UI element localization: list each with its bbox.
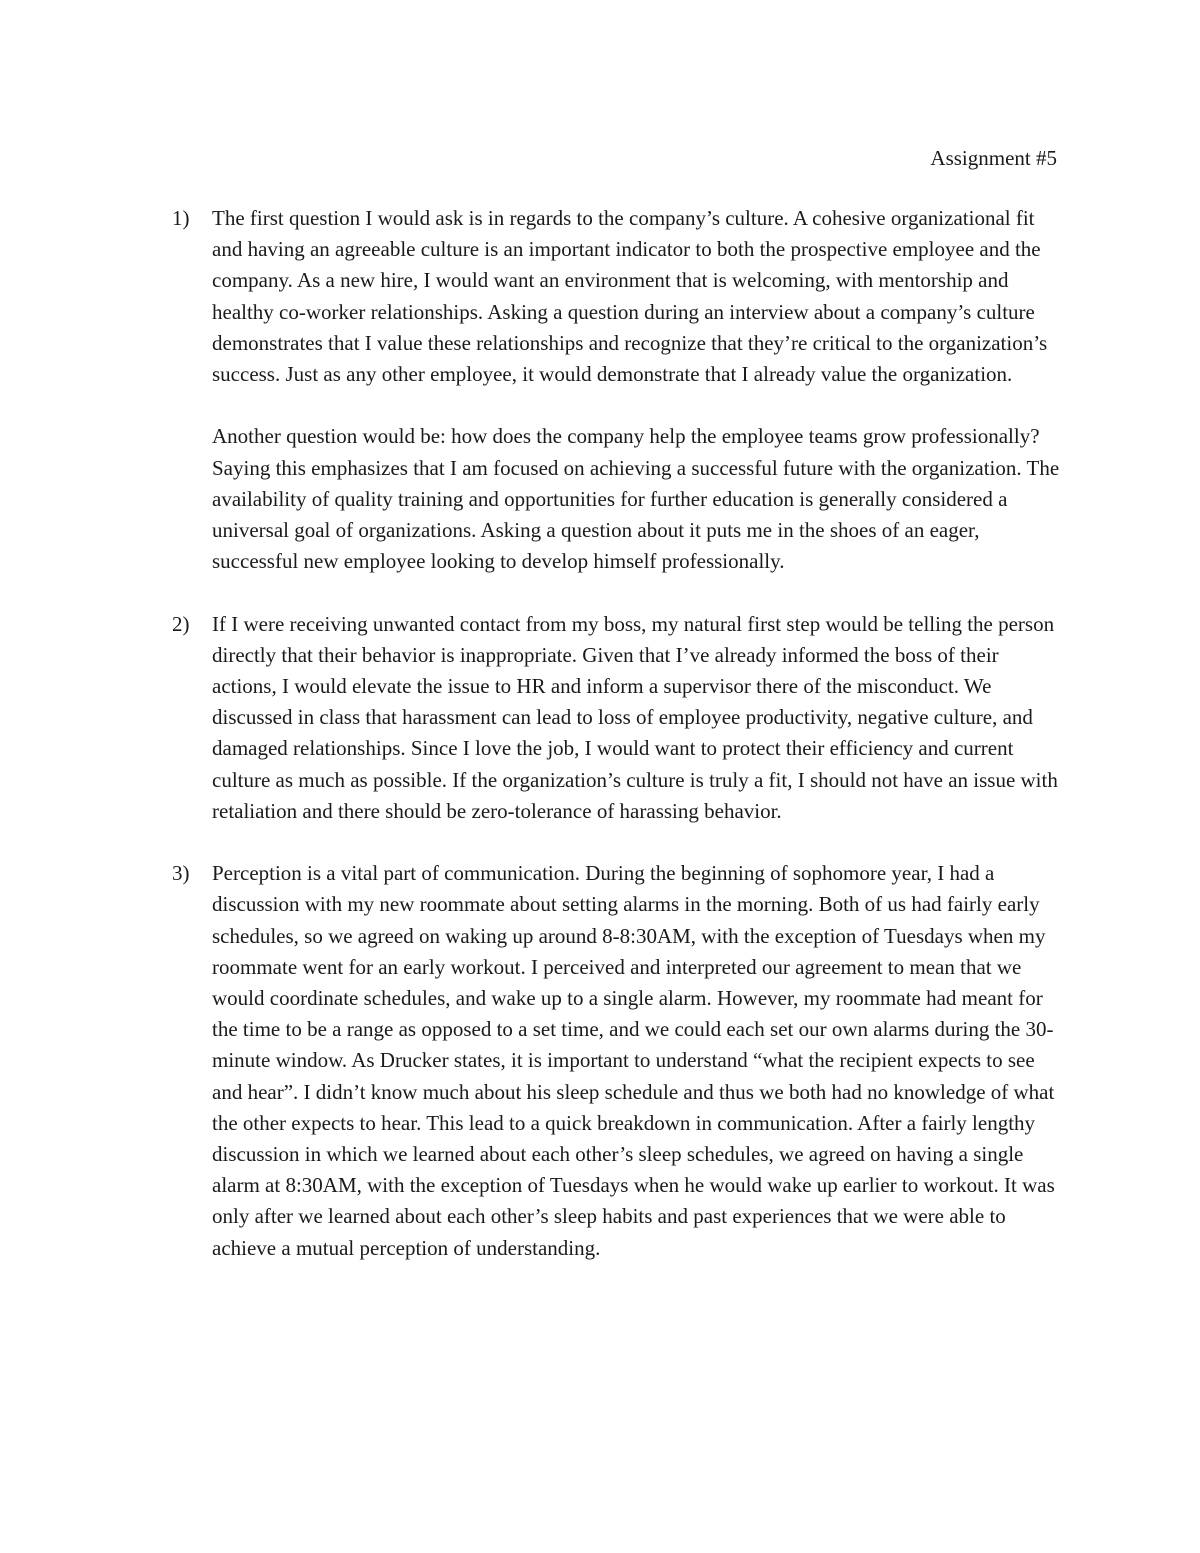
answer-paragraph: Another question would be: how does the company help the employee teams grow professionally? Saying this emphasizes that I am focused on achieving a successful future with the organization. The availability of quality training and opportunities for further education is generally considered a universal goal of organizations. Asking a question about it puts me in the shoes of an eager, successful new employee looking to develop himself professionally. [212,424,1060,574]
answer-paragraph: If I were receiving unwanted contact from my boss, my natural first step would be telling the person directly that their behavior is inappropriate. Given that I’ve already informed the boss of their actions, I would elevate the issue to HR and inform a supervisor there of the misconduct. We discussed in class that harassment can lead to loss of employee productivity, negative culture, and damaged relationships. Since I love the job, I would want to protect their efficiency and current culture as much as possible. If the organization’s culture is truly a fit, I should not have an issue with retaliation and there should be zero-tolerance of harassing behavior. [212,611,1058,823]
document-body [172,203,1062,1295]
answer-paragraph: Perception is a vital part of communication. During the beginning of sophomore year, I had a discussion with my new roommate about setting alarms in the morning. Both of us had fairly early schedules, so we agreed on waking up around 8-8:30AM, with the exception of Tuesdays when my roommate went for an early workout. I perceived and interpreted our agreement to mean that we would coordinate schedules, and wake up to a single alarm. However, my roommate had meant for the time to be a range as opposed to a set time, and we could each set our own alarms during the 30-minute window. As Drucker states, it is important to understand “what the recipient expects to see and hear”. I didn’t know much about his sleep schedule and thus we both had no knowledge of what the other expects to hear. This lead to a quick breakdown in communication. After a fairly lengthy discussion in which we learned about each other’s sleep schedules, we agreed on having a single alarm at 8:30AM, with the exception of Tuesdays when he would wake up earlier to workout. It was only after we learned about each other’s sleep habits and past experiences that we were able to achieve a mutual perception of understanding. [212,861,1055,1260]
answer-item-2 [172,609,1062,827]
answer-item-3 [172,858,1062,1264]
item-number: 3) [172,861,190,886]
answer-paragraph: The first question I would ask is in regards to the company’s culture. A cohesive organizational fit and having an agreeable culture is an important indicator to both the prospective employee and the company. As a new hire, I would want an environment that is welcoming, with mentorship and healthy co-worker relationships. Asking a question during an interview about a company’s culture demonstrates that I value these relationships and recognize that they’re critical to the organization’s success. Just as any other employee, it would demonstrate that I already value the organization. [212,206,1048,387]
document-title: Assignment #5 [930,146,1057,170]
item-number: 1) [172,206,190,230]
item-number: 2) [172,611,190,636]
answer-item-1 [172,203,1062,577]
